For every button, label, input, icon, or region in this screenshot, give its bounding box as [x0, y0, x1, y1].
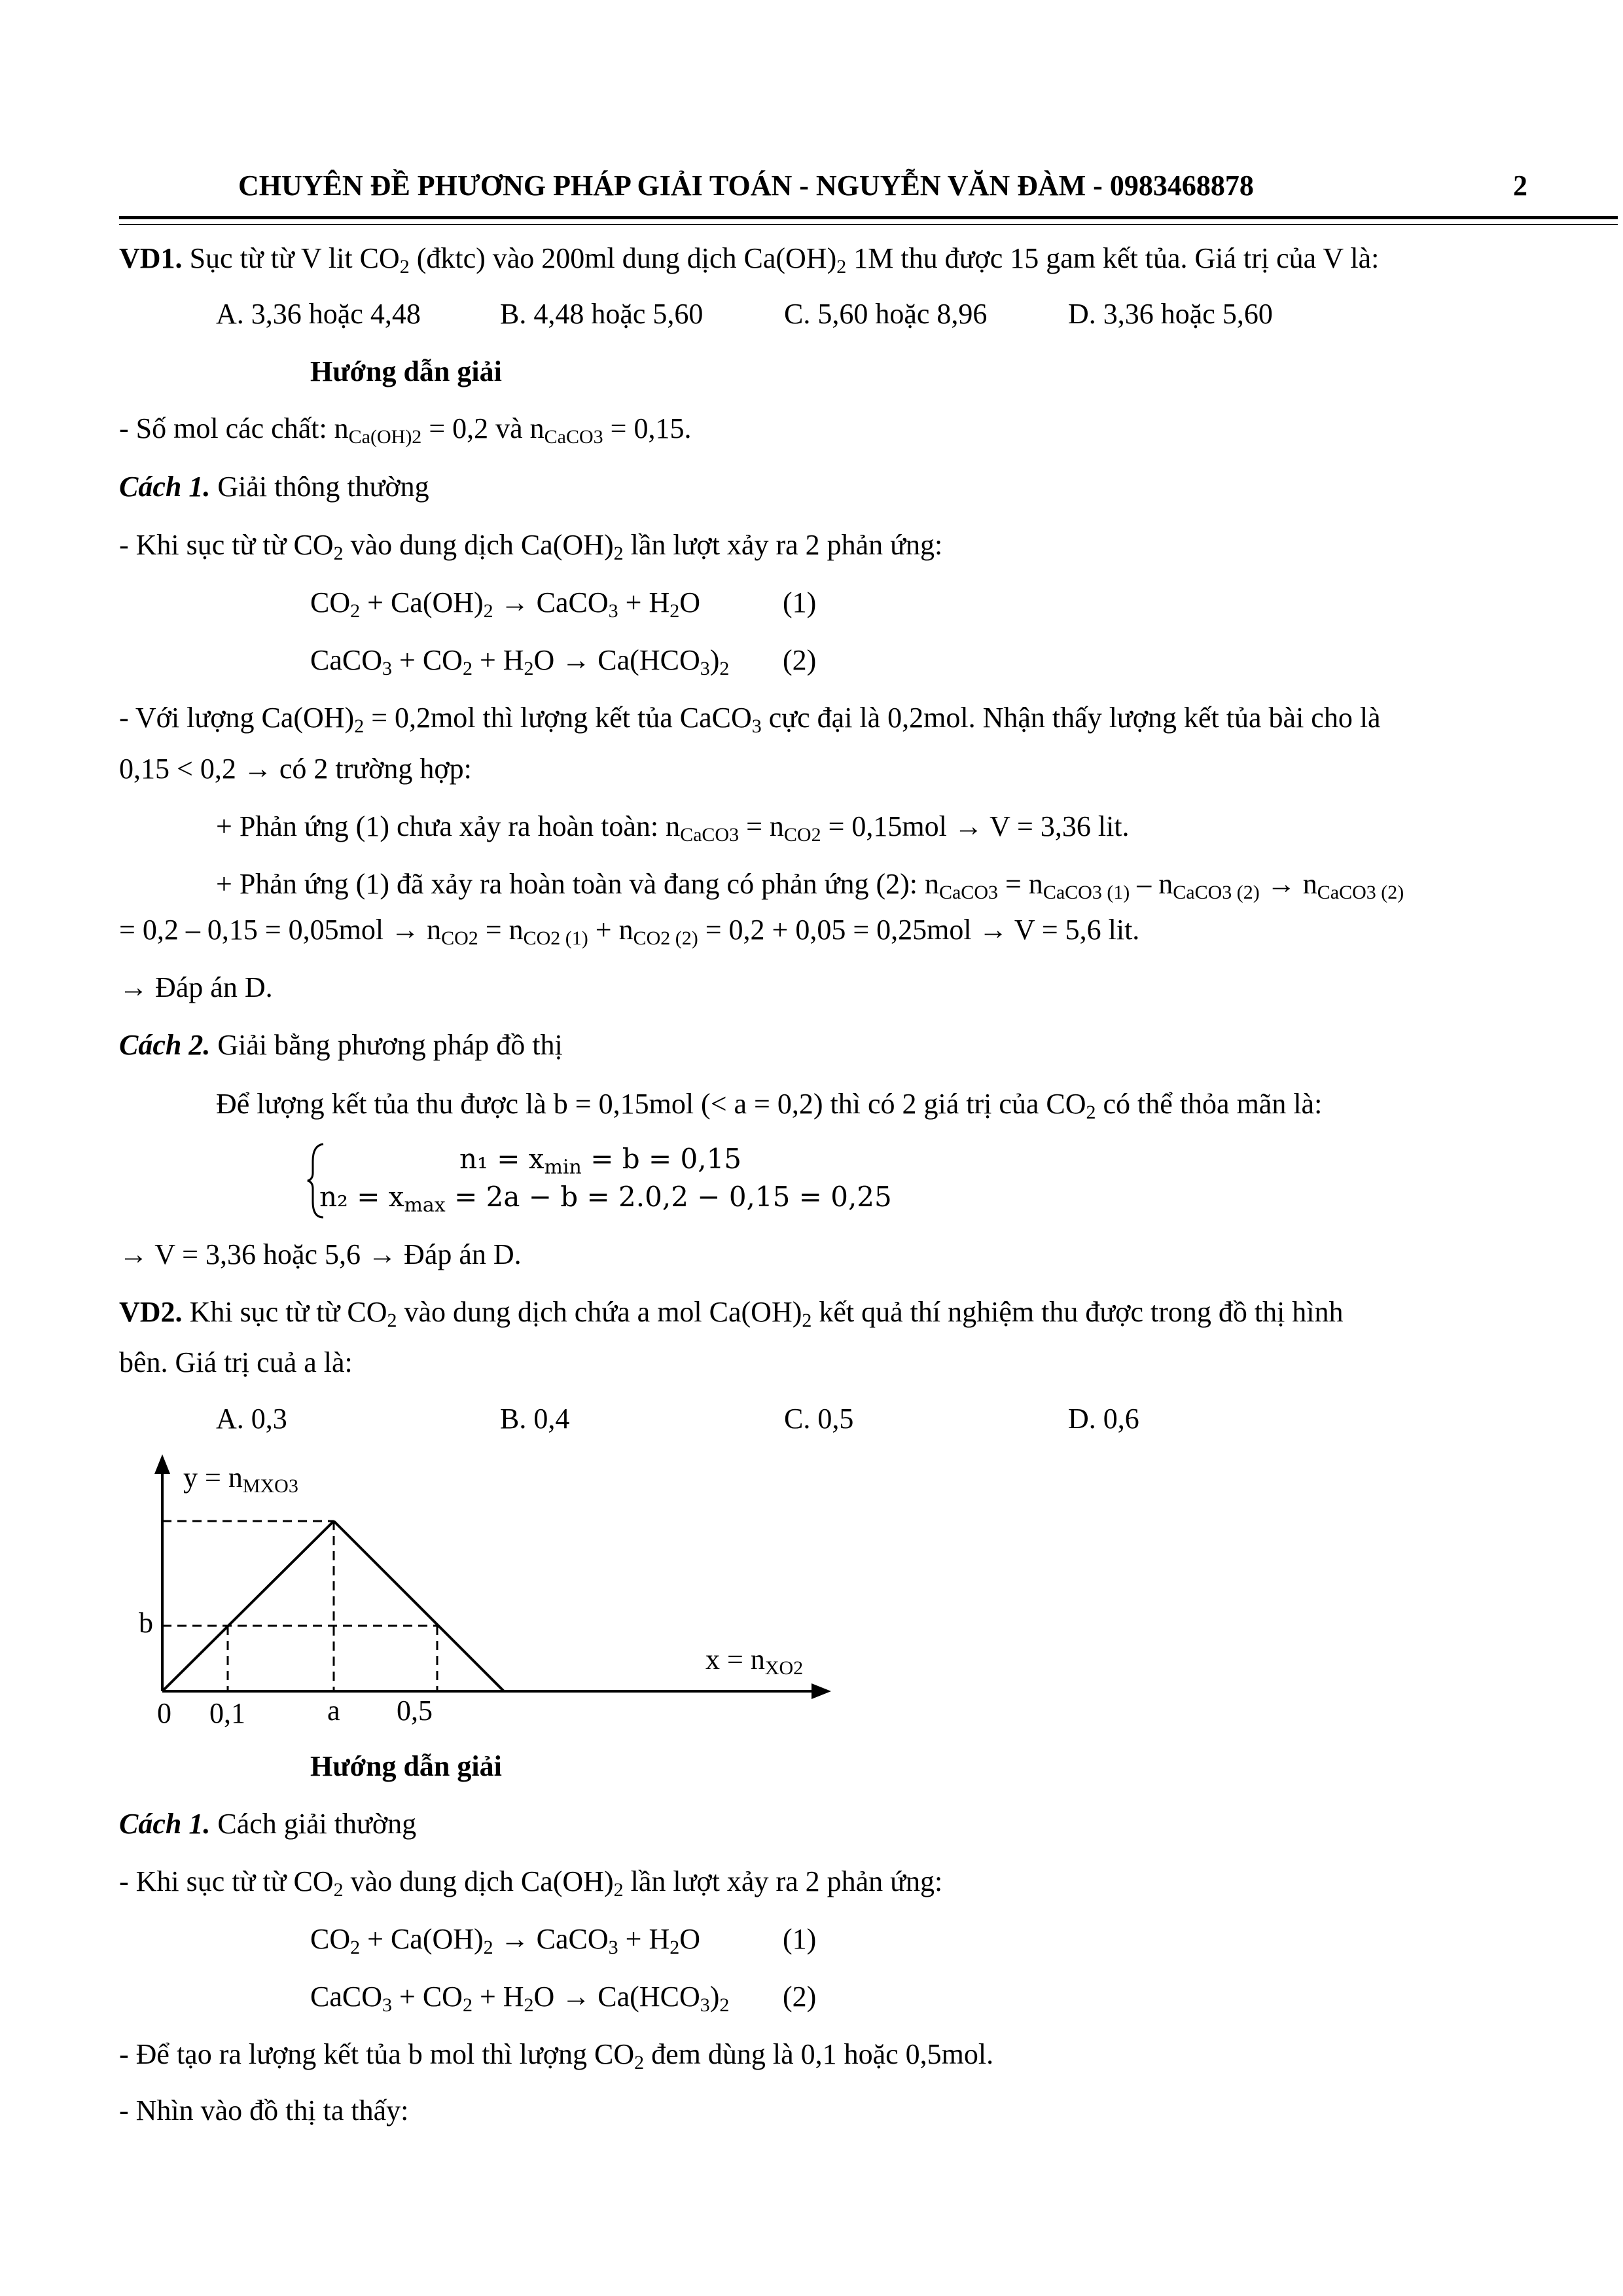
vd1-answer-1: → Đáp án D.	[119, 971, 273, 1003]
tick-a-label: a	[327, 1695, 340, 1727]
y-axis-label: y = nMXO3	[183, 1462, 298, 1497]
vd2-option-b: B. 0,4	[500, 1403, 570, 1435]
page-number: 2	[1513, 170, 1527, 202]
vd1-option-c: C. 5,60 hoặc 8,96	[784, 298, 988, 330]
vd2-reaction-1: $CO_2 + Ca(OH)_2$ → CaCO$_3$ + $H_2O$	[310, 1923, 701, 1958]
tick-05-label: 0,5	[397, 1695, 433, 1727]
vd1-case-2-line2: = $0,2 - 0,15 = 0,05mol \to n_{CO2} = n_{CO2 (1)} + n_{CO2 (2)} = 0,2 + 0,05 = 0,25mol \to V = 5,6$ lit.	[119, 914, 1140, 949]
vd1-mol-line: - Số mol các chất: $n_{Ca(OH)2} = 0,2$ và $n_{CaCO3} = 0,15$.	[119, 412, 692, 448]
origin-label: 0	[157, 1697, 171, 1729]
rising-line	[162, 1521, 334, 1691]
vd2-option-a: A. 0,3	[216, 1403, 287, 1435]
vd2-option-c: C. 0,5	[784, 1403, 854, 1435]
vd1-option-d: D. 3,36 hoặc 5,60	[1068, 298, 1273, 330]
page-header	[119, 169, 1527, 208]
vd2-reaction-2: CaCO$_3$ + $CO_2 + H_2O \to Ca(HCO_3)_2$	[310, 1981, 730, 2016]
vd2-paragraph-1: - Để tạo ra lượng kết tủa b mol thì lượng $CO_2$ đem dùng là 0,1 hoặc 0,5mol.	[119, 2038, 994, 2073]
vd1-paragraph-1-line2: 0,15 < 0,2 → có 2 trường hợp:	[119, 753, 472, 785]
vd1-reaction-1: $CO_2 + Ca(OH)_2$ → CaCO$_3$ + $H_2O$	[310, 586, 701, 622]
vd2-graph	[131, 1440, 851, 1741]
vd1-reaction-1-number: (1)	[783, 586, 817, 619]
vd2-reaction-1-number: (1)	[783, 1923, 817, 1955]
header-rule-thin	[119, 224, 1618, 225]
system-equation-1: $n_1 = x_{min} = b = 0,15$	[459, 1143, 742, 1179]
header-title: CHUYÊN ĐỀ PHƯƠNG PHÁP GIẢI TOÁN - NGUYỄN VĂN ĐÀM - 0983468878	[238, 170, 1254, 202]
vd1-graph-method-line: Để lượng kết tủa thu được là b = 0,15mol (< a = 0,2) thì có 2 giá trị của $CO_2$ có thể thỏa mãn là:	[216, 1088, 1323, 1123]
vd2-reaction-2-number: (2)	[783, 1981, 817, 2013]
vd2-paragraph-2: - Nhìn vào đồ thị ta thấy:	[119, 2094, 409, 2126]
x-axis-label: x = nXO2	[705, 1643, 804, 1679]
falling-line	[334, 1521, 504, 1691]
y-axis-arrowhead	[154, 1454, 170, 1474]
x-axis-arrowhead	[812, 1683, 831, 1699]
vd1-intro-line: - Khi sục từ từ $CO_2$ vào dung dịch $Ca(OH)_2$ lần lượt xảy ra 2 phản ứng:	[119, 529, 943, 564]
system-equation-2: $n_2 = x_{max} = 2a - b = 2.0,2 - 0,15 = 0,25$	[319, 1181, 892, 1217]
vd2-option-d: D. 0,6	[1068, 1403, 1139, 1435]
vd1-option-b: B. 4,48 hoặc 5,60	[500, 298, 704, 330]
vd1-option-a: A. 3,36 hoặc 4,48	[216, 298, 421, 330]
vd2-intro-line: - Khi sục từ từ $CO_2$ vào dung dịch $Ca(OH)_2$ lần lượt xảy ra 2 phản ứng:	[119, 1865, 943, 1901]
vd1-question: VD1. Sục từ từ V lit $CO_2$ (đktc) vào 200ml dung dịch $Ca(OH)_2$ 1M thu được 15 gam kết tủa. Giá trị của V là:	[119, 242, 1380, 278]
vd1-paragraph-1-line1: - Với lượng $Ca(OH)_2 = 0,2mol$ thì lượng kết tủa CaCO$_3$ cực đại là 0,2mol. Nhận thấy lượng kết tủa bài cho là	[119, 702, 1381, 737]
vd1-case-2-line1: + Phản ứng (1) đã xảy ra hoàn toàn và đang có phản ứng (2): $n_{CaCO3} = n_{CaCO3 (1)} - n_{CaCO3 (2)} \to n_{CaCO3 (2)}$	[216, 868, 1404, 903]
vd2-question-line2: bên. Giá trị cuả a là:	[119, 1346, 353, 1378]
vd1-cach1-heading: Cách 1. Giải thông thường	[119, 471, 429, 503]
vd1-case-1: + Phản ứng (1) chưa xảy ra hoàn toàn: $n_{CaCO3} = n_{CO2} = 0,15mol \to V = 3,36$ lit.	[216, 810, 1130, 846]
header-rule-thick	[119, 216, 1618, 219]
vd1-answer-2: → V = 3,36 hoặc 5,6 → Đáp án D.	[119, 1238, 522, 1270]
vd2-guide-title: Hướng dẫn giải	[310, 1750, 502, 1782]
vd2-cach1-heading: Cách 1. Cách giải thường	[119, 1808, 417, 1840]
vd1-cach2-heading: Cách 2. Giải bằng phương pháp đồ thị	[119, 1029, 563, 1061]
b-label: b	[139, 1607, 153, 1639]
vd1-reaction-2-number: (2)	[783, 644, 817, 676]
vd1-reaction-2: CaCO$_3$ + $CO_2 + H_2O \to Ca(HCO_3)_2$	[310, 644, 730, 679]
vd1-guide-title: Hướng dẫn giải	[310, 355, 502, 387]
vd2-question-line1: VD2. Khi sục từ từ $CO_2$ vào dung dịch chứa a mol $Ca(OH)_2$ kết quả thí nghiệm thu được trong đồ thị hình	[119, 1296, 1344, 1331]
tick-01-label: 0,1	[209, 1697, 245, 1729]
